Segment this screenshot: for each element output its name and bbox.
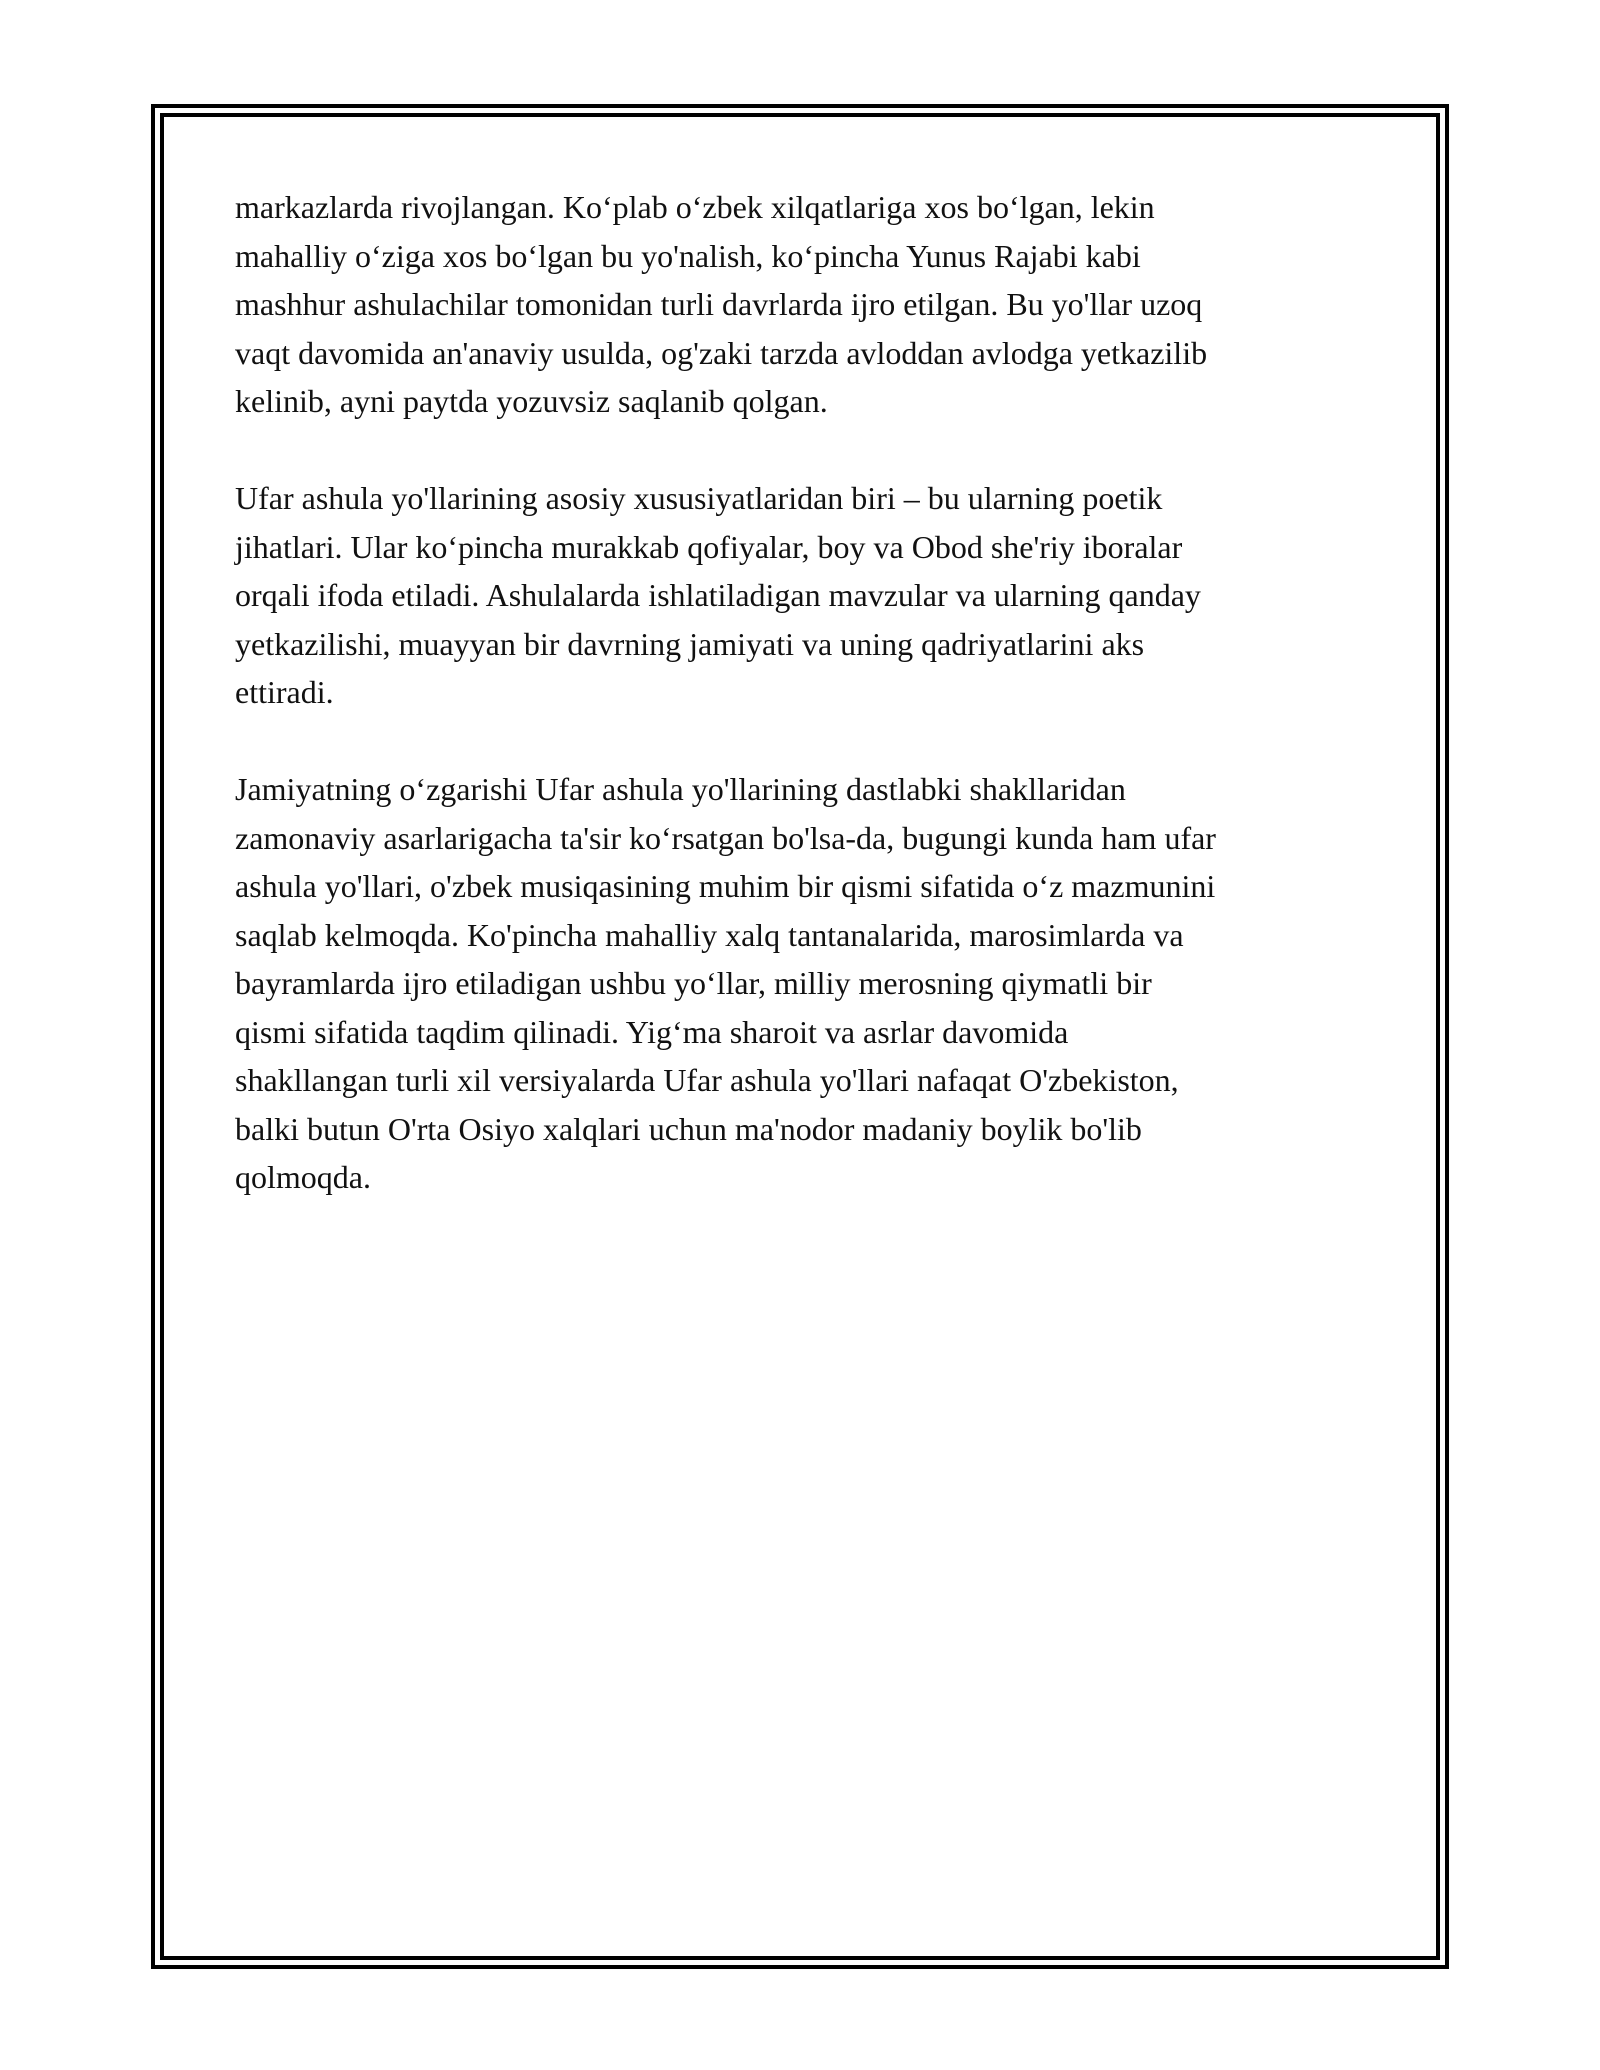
text-line: shakllangan turli xil versiyalarda Ufar ashula yo'llari nafaqat O'zbekiston,	[235, 1062, 1179, 1098]
text-line: bayramlarda ijro etiladigan ushbu yoʻllar, milliy merosning qiymatli bir	[235, 965, 1152, 1001]
text-line: Ufar ashula yo'llarining asosiy xususiyatlaridan biri – bu ularning poetik	[235, 480, 1163, 516]
text-line: ashula yo'llari, o'zbek musiqasining muhim bir qismi sifatida oʻz mazmunini	[235, 868, 1216, 904]
paragraph-2	[235, 474, 1375, 717]
text-line: jihatlari. Ular koʻpincha murakkab qofiyalar, boy va Obod she'riy iboralar	[235, 528, 1183, 565]
text-line: balki butun O'rta Osiyo xalqlari uchun ma'nodor madaniy boylik bo'lib	[235, 1110, 1142, 1147]
text-line: saqlab kelmoqda. Ko'pincha mahalliy xalq tantanalarida, marosimlarda va	[235, 916, 1184, 953]
text-line: zamonaviy asarlarigacha ta'sir koʻrsatgan bo'lsa-da, bugungi kunda ham ufar	[235, 819, 1216, 856]
text-line: yetkazilishi, muayyan bir davrning jamiyati va uning qadriyatlarini aks	[235, 625, 1145, 662]
text-line: orqali ifoda etiladi. Ashulalarda ishlatiladigan mavzular va ularning qanday	[235, 577, 1201, 613]
text-line: mahalliy oʻziga xos boʻlgan bu yo'nalish, koʻpincha Yunus Rajabi kabi	[235, 237, 1141, 274]
text-line: ettiradi.	[235, 674, 334, 710]
paragraph-1	[235, 183, 1375, 426]
paragraph-3	[235, 765, 1375, 1202]
text-line: kelinib, ayni paytda yozuvsiz saqlanib qolgan.	[235, 383, 828, 419]
text-line: markazlarda rivojlangan. Koʻplab oʻzbek xilqatlariga xos boʻlgan, lekin	[235, 189, 1155, 225]
text-line: qismi sifatida taqdim qilinadi. Yigʻma sharoit va asrlar davomida	[235, 1013, 1069, 1050]
text-line: Jamiyatning oʻzgarishi Ufar ashula yo'llarining dastlabki shakllaridan	[235, 771, 1126, 807]
text-line: vaqt davomida an'anaviy usulda, og'zaki tarzda avloddan avlodga yetkazilib	[235, 334, 1208, 371]
text-line: mashhur ashulachilar tomonidan turli davrlarda ijro etilgan. Bu yo'llar uzoq	[235, 286, 1203, 322]
text-line: qolmoqda.	[235, 1159, 371, 1195]
document-body	[235, 183, 1375, 1250]
